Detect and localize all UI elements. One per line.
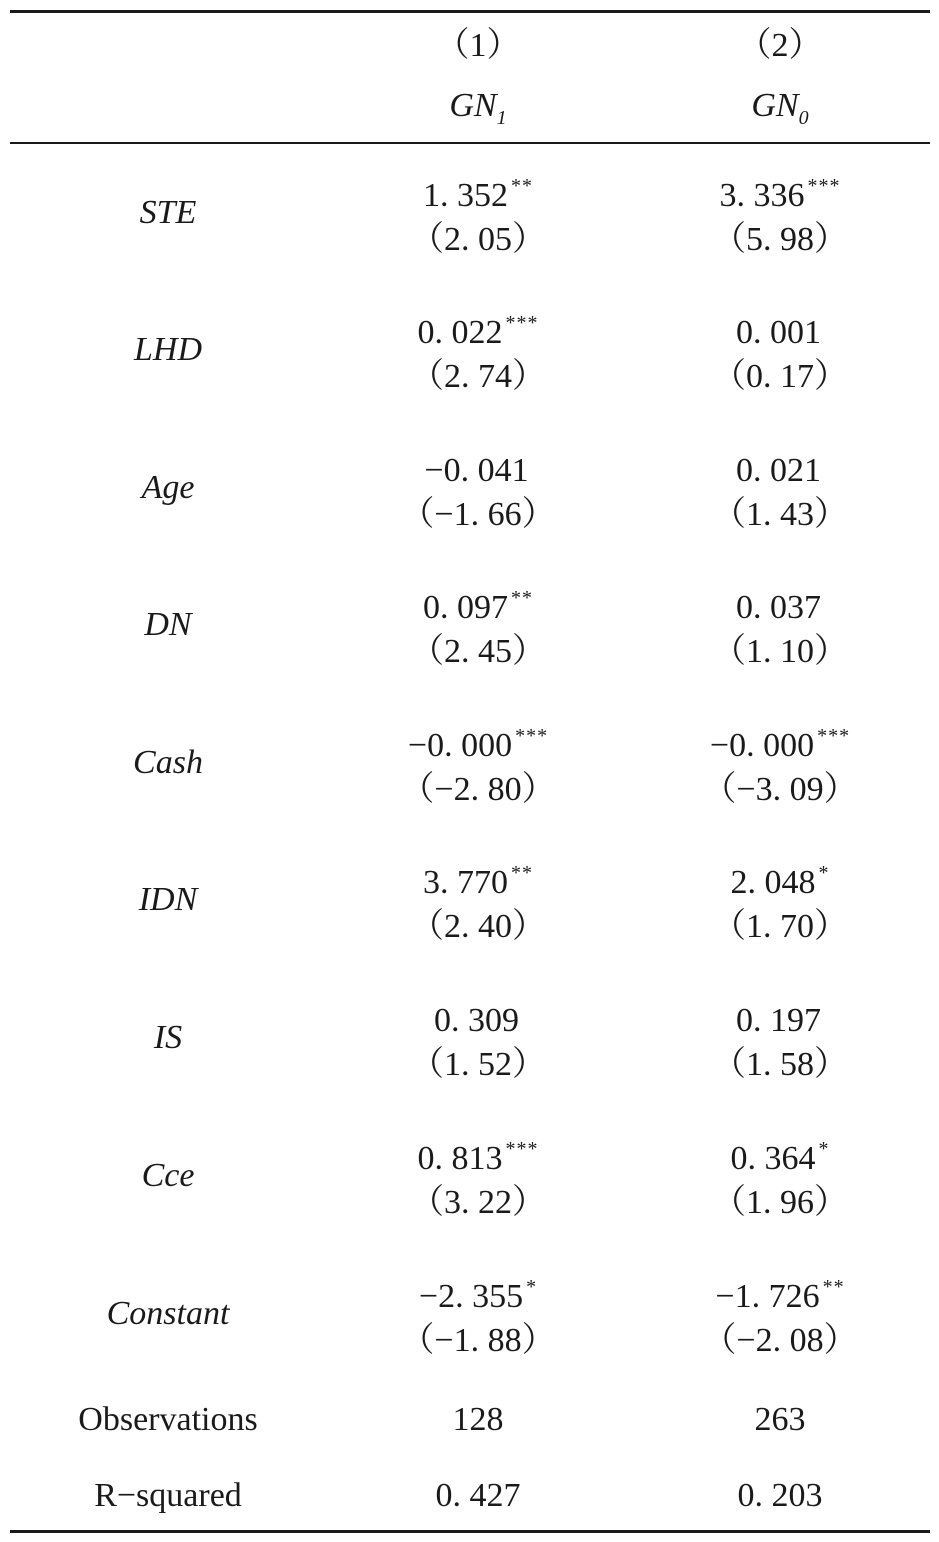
row-label: IDN: [138, 881, 198, 918]
tstat-cell: （1. 52）: [410, 1046, 546, 1083]
coef-cell: −2. 355 *: [418, 1276, 538, 1315]
tstat-cell: （−1. 88）: [400, 1322, 556, 1359]
coef-cell: 0. 364 *: [730, 1138, 830, 1177]
row-label: LHD: [133, 331, 203, 368]
significance-stars: *: [818, 862, 830, 884]
tstat-cell: （1. 70）: [712, 908, 848, 945]
coef-cell: −1. 726 **: [715, 1276, 845, 1315]
tstat-cell: （1. 10）: [712, 633, 848, 670]
col1-dependent-variable: $GN_1$: [449, 87, 507, 129]
coef-cell: 0. 001: [736, 314, 821, 351]
tstat-cell: （1. 58）: [712, 1046, 848, 1083]
row-label: STE: [139, 194, 197, 231]
header-rule: [10, 142, 930, 144]
observations-col1: 128: [452, 1401, 504, 1438]
row-label: IS: [153, 1019, 183, 1056]
col2-number: （2）: [737, 27, 823, 64]
coef-cell: 0. 309: [434, 1002, 519, 1039]
significance-stars: *: [818, 1138, 830, 1160]
top-rule: [10, 10, 930, 13]
significance-stars: **: [511, 862, 533, 884]
tstat-cell: （−2. 08）: [702, 1322, 858, 1359]
significance-stars: ***: [807, 175, 841, 197]
coef-cell: −0. 000 ***: [709, 725, 851, 764]
coef-cell: 1. 352 **: [423, 175, 533, 214]
r-squared-col2: 0. 203: [737, 1477, 823, 1514]
coef-cell: 0. 813 ***: [417, 1138, 539, 1177]
coef-cell: −0. 000 ***: [407, 725, 549, 764]
bottom-rule: [10, 1530, 930, 1533]
col2-dependent-variable: $GN_0$: [751, 87, 809, 129]
coef-cell: 2. 048 *: [730, 862, 830, 901]
coef-cell: 0. 021: [736, 452, 821, 489]
tstat-cell: （−3. 09）: [702, 771, 858, 808]
row-label: DN: [144, 606, 192, 643]
coef-cell: 0. 037: [736, 589, 821, 626]
regression-table: [10, 0, 930, 1542]
r-squared-col1: 0. 427: [435, 1477, 521, 1514]
tstat-cell: （5. 98）: [712, 221, 848, 258]
coef-cell: −0. 041: [424, 452, 529, 489]
significance-stars: *: [526, 1276, 538, 1298]
row-label: Cce: [141, 1157, 195, 1194]
significance-stars: ***: [817, 725, 851, 747]
tstat-cell: （1. 43）: [712, 496, 848, 533]
row-label: Age: [141, 469, 195, 506]
tstat-cell: （2. 45）: [410, 633, 546, 670]
coef-cell: 3. 770 **: [423, 862, 533, 901]
r-squared-label: R−squared: [94, 1477, 242, 1514]
significance-stars: **: [511, 175, 533, 197]
row-label: Constant: [106, 1295, 230, 1332]
coef-cell: 0. 197: [736, 1002, 821, 1039]
observations-col2: 263: [754, 1401, 806, 1438]
tstat-cell: （2. 40）: [410, 908, 546, 945]
tstat-cell: （3. 22）: [410, 1184, 546, 1221]
tstat-cell: （2. 05）: [410, 221, 546, 258]
tstat-cell: （2. 74）: [410, 358, 546, 395]
coef-cell: 3. 336 ***: [719, 175, 841, 214]
col1-number: （1）: [435, 27, 521, 64]
observations-label: Observations: [78, 1401, 258, 1438]
coef-cell: 0. 097 **: [423, 587, 533, 626]
significance-stars: ***: [505, 312, 539, 334]
tstat-cell: （1. 96）: [712, 1184, 848, 1221]
significance-stars: ***: [515, 725, 549, 747]
tstat-cell: （−2. 80）: [400, 771, 556, 808]
significance-stars: **: [511, 587, 533, 609]
row-label: Cash: [133, 744, 203, 781]
significance-stars: **: [822, 1276, 845, 1298]
tstat-cell: （−1. 66）: [400, 496, 556, 533]
significance-stars: ***: [505, 1138, 539, 1160]
coef-cell: 0. 022 ***: [417, 312, 539, 351]
tstat-cell: （0. 17）: [712, 358, 848, 395]
